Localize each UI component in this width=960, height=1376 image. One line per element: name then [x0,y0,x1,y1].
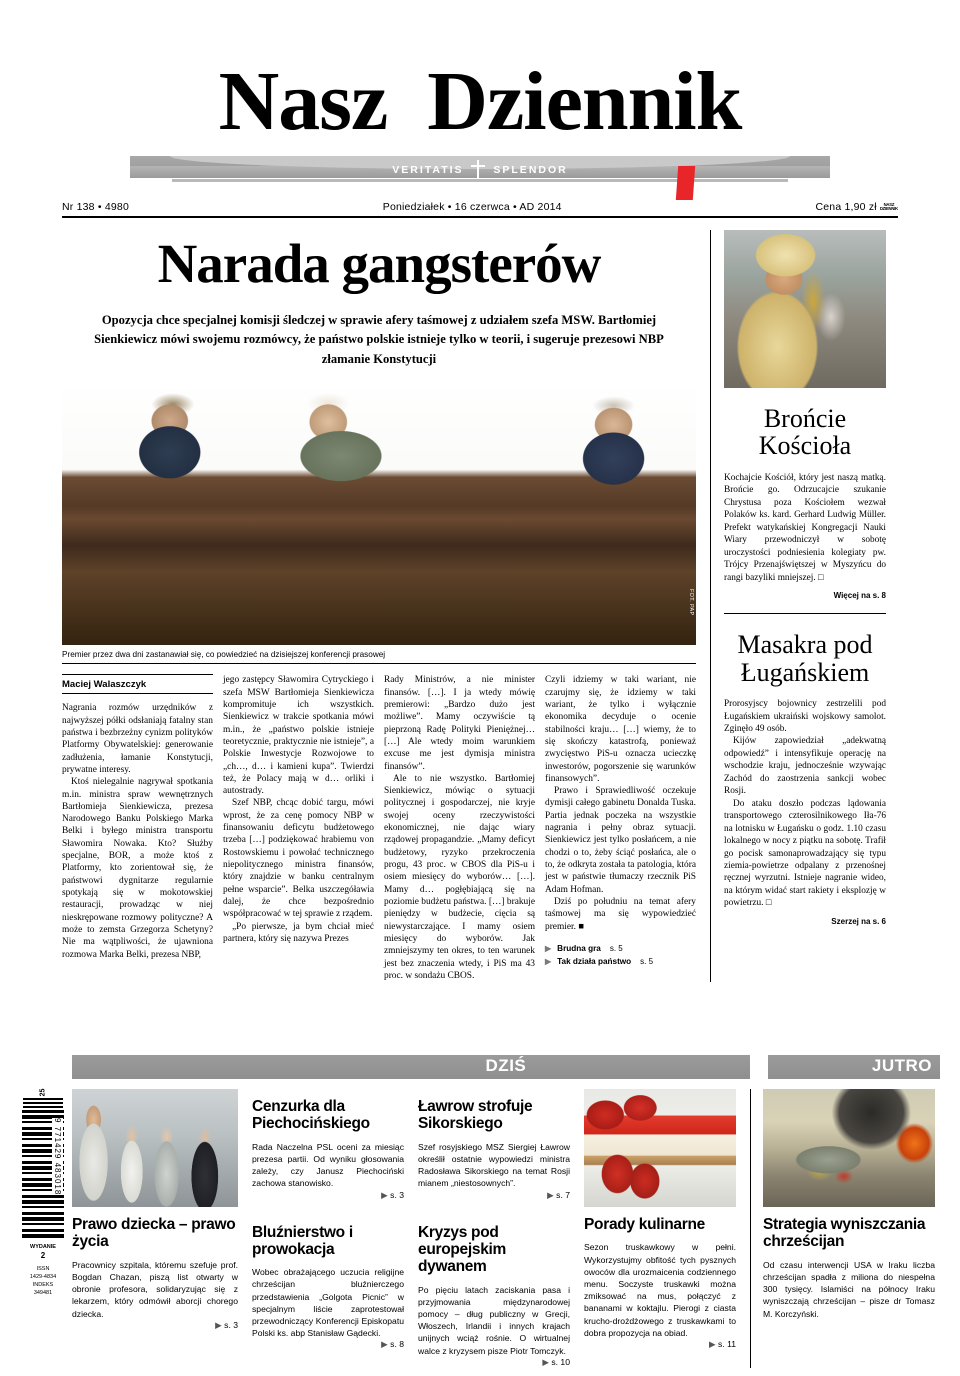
issue-number: Nr 138 • 4980 [62,200,129,213]
triangle-right-icon: ▶ [547,1189,554,1200]
tile-headline-2[interactable]: Kryzys pod europejskim dywanem [418,1223,507,1276]
triangle-right-icon: ▶ [381,1189,388,1200]
price-badge-line1: NASZ [883,201,895,207]
tile-body-2 [252,1266,404,1339]
paragraph: Czyli idziemy w taki wariant, nie czarujmy się, że idziemy w taki wariant, że tylko i wyłącznie ekonomika decyduje o ocenie stabilności kraju… […] wiemy, że to się skończy katastrofą, ponieważ zwycięstwo PiS-u oznacza ucieczkę inwestorów, pogorszenie się warunków finansowych”. [545,675,696,784]
barcode-icon [22,1110,64,1238]
issn-block [30,1266,56,1298]
tile-body [763,1259,935,1320]
tile-cenzurka[interactable] [252,1089,418,1368]
tile-strategia[interactable] [763,1089,935,1368]
hospital-staff-photo [72,1089,238,1207]
tile-photo [584,1089,736,1207]
tile-body-text: Od czasu interwencji USA w Iraku liczba chrześcijan spadła z miliona do niespełna 300 tysięcy. Islamiści na północy Iraku wyniszczają chrześcijan – pisze dr Tomasz M. Korczyński. [763,1259,935,1319]
paragraph: Dziś po południu na temat afery taśmowej ma się wypowiedzieć premier. ■ [545,896,696,932]
bishop-procession-photo [724,230,886,388]
tile-body-2 [418,1284,570,1357]
motto-right: SPLENDOR [493,163,568,176]
tile-headline[interactable]: Porady kulinarne [584,1216,705,1233]
tile-jump-link[interactable] [215,1320,238,1331]
sidebar-item-body: Kochajcie Kościół, który jest naszą matką. Brońcie go. Odrzucajcie szukanie Chrystusa poza Kościołem wezwał Polaków ks. kard. Gerhard Ludwig Müller. Prefekt watykańskiej Kongregacji Nauki Wiary przewodniczył w sobotę uroczystości podniesienia kolegiaty pw. Trójcy Przenajświętszej w Myszyńcu do rangi bazyliki mniejszej. □ [724,472,886,583]
tile-headline[interactable]: Prawo dziecka – prawo życia [72,1216,236,1251]
triangle-right-icon: ▶ [709,1338,716,1349]
sidebar-item-bronce-kosciola-title[interactable]: Brońcie Kościoła [758,403,852,461]
tile-prawo-dziecka[interactable] [72,1089,252,1368]
lead-photo-caption: Premier przez dwa dni zastanawiał się, co powiedzieć na dzisiejszej konferencji prasowej [62,650,696,664]
tile-jump-page: s. 3 [390,1189,404,1200]
sidebar-photo [724,230,886,388]
triangle-right-icon: ▶ [381,1339,388,1350]
tile-porady-kulinarne[interactable] [584,1089,750,1368]
paragraph: Szef NBP, chcąc dobić targu, mówi wprost, że za cenę pomocy NBP w finansowaniu deficytu budżetowego trzeba […] podziękować hrabiemu von Rostowskiemu i powołać technicznego niepolitycznego ministra finansów, który znajdzie w banku centralnym pełne wsparcie”. Belka uszczegóławia dalej, że chce bezpośrednio współpracować w tej sprawie z rządem. [223,798,374,920]
paragraph: „Po pierwsze, ja bym chciał mieć partnera, który się nazywa Prezes [223,921,374,944]
tile-jump-link-2[interactable] [542,1357,570,1368]
sidebar-column [710,230,886,982]
tile-body-text-2: Wobec obrażającego uczucia religijne chrześcijan bluźnierczego przedstawienia „Golgota Picnic” w specjalnym liście zaprotestował przewodniczący Konferencji Episkopatu Polski ks. abp Stanisław Gądecki. [252,1267,404,1339]
triangle-right-icon: ▶ [545,943,552,953]
paragraph: Nagrania rozmów urzędników z najwyższej półki odsłaniają fatalny stan państwa i bezbrzeżny cynizm polityków Platformy Obywatelskiej: generowanie zadłużenia, łamanie Konstytucji, prywatne interesy. [62,703,213,775]
price-badge-line2: DZIENNIK [879,206,898,212]
masthead [0,0,960,182]
issue-date: Poniedziałek • 16 czerwca • AD 2014 [382,200,562,213]
newspaper-logo [218,55,742,148]
price-badge [880,203,898,213]
tile-jump-link-2[interactable] [381,1339,404,1350]
tile-lawrow[interactable] [418,1089,584,1368]
section-bars [20,1055,940,1079]
tile-headline[interactable]: Ławrow strofuje Sikorskiego [418,1098,533,1133]
logo-word-dziennik: Dziennik [427,55,742,148]
tile-photo [763,1089,935,1207]
tile-body-text: Sezon truskawkowy w pełni. Wykorzystujmy obfitość tych pysznych owoców dla urozmaicenia codziennego menu. Soczyste truskawki można zmiksować na mus, połączyć z bananami w koktajlu. Pierogi z ciasta krucho-drożdżowego z truskawkami to dobra propozycja na obiad. [584,1242,736,1338]
tile-jump-link[interactable] [381,1190,404,1201]
section-label-jutro: JUTRO [871,1056,932,1075]
tile-jump-link[interactable] [709,1339,736,1350]
sidebar-more-link-1[interactable]: Więcej na s. 8 [833,590,886,600]
sidebar-item-body: Prorosyjscy bojownicy zestrzelili pod Ługańskiem ukraiński wojskowy samolot. Zginęło 49 osób. [724,699,886,734]
tile-body [584,1241,736,1339]
issn-value: 1429-4834 [29,1274,57,1281]
byline: Maciej Walaszczyk [62,674,213,694]
paragraph: jego zastępcy Sławomira Cytryckiego i szefa MSW Bartłomieja Sienkiewicza kompromituje ich wszystkich. Sienkiewicz w trakcie spotkania mówi m.in., że „państwo polskie istnieje teoretycznie, praktycznie nie istnieje”, a Polskie Inwestycje Rozwojowe to „ch…, d… i kamieni kupa”. Twierdzi też, że Polacy mają w d… orliki i autostrady. [223,675,374,797]
lead-photo [62,383,696,645]
motto-banner [130,156,830,182]
triangle-right-icon: ▶ [542,1356,549,1367]
index-label: INDEKS [32,1282,54,1289]
motto-underline [172,179,788,182]
logo-word-nasz: Nasz [218,55,388,148]
tile-photo [72,1089,238,1207]
tile-body [252,1141,404,1190]
tile-jump-page-2: s. 10 [551,1356,570,1367]
related-link-1[interactable] [545,944,696,953]
photo-credit: FOT. PAP [688,588,694,616]
paragraph: Rady Ministrów, a nie minister finansów. […]. I ja wtedy mówię premierowi: „Bardzo dużo jest możliwe”. Mamy oczywiście tą pieprzoną Radę Polityki Pieniężnej… […] Ale wtedy moim warunkiem excuse me jest dymisja ministra finansów”. [384,675,535,772]
related-links [545,944,696,966]
barcode-digits: 9 771429 483018 [53,1118,62,1196]
sidebar-item-body: Do ataku doszło podczas lądowania transportowego czterosilnikowego Iła-76 na lotnisku w Ługańsku o godz. 1.10 czasu lokalnego w nocy z piątku na sobotę. Trafił go pocisk samonaprowadzający się typu ziemia-powietrze odpalany z przenośnej ręcznej wyrzutni. Istnieje nagranie wideo, na którym widać start rakiety i eksplozję w powietrzu. □ [724,798,886,909]
paragraph: Ktoś nielegalnie nagrywał spotkania m.in. ministra spraw wewnętrznych Bartłomieja Sienkiewicza, prezesa Narodowego Banku Polskiego Marka Belki i byłego ministra transportu Sławomira Nowaka. Kto? Służby specjalne, BOR, a może ktoś z Platformy, kto zorientował się, że państwowi dygnitarze regularnie spotykają się w mokotowskiej restauracji, prowadząc w niej nieskrępowane rozmowy polityczne? A może to zemsta Grzegorza Schetyny? Nie ma wątpliwości, że ujawniona rozmowa Marka Belki, prezesa NBP, [62,777,213,960]
edition-number: 2 [40,1251,46,1261]
sidebar-more-link-2[interactable]: Szerzej na s. 6 [831,916,886,926]
lead-deck: Opozycja chce specjalnej komisji śledczej w sprawie afery taśmowej z udziałem szefa MSW. Bartłomiej Sienkiewicz mówi swojemu rozmówcy, że państwo polskie istnieje tylko w teorii, i sugeruje prezesowi NBP złamanie Konstytucji [94,312,664,366]
tile-jump-page: s. 3 [224,1319,238,1330]
issn-label: ISSN [36,1266,50,1273]
article-column-1 [62,674,213,982]
paragraph: Ale to nie wszystko. Bartłomiej Sienkiewicz, mówiąc o sytuacji politycznej i gospodarczej, nie kryje swojej oceny rzeczywistości ekonomicznej, nie dając wiary rządowej propagandzie. „Mamy deficyt budżetowy, ryzyko przekroczenia progu, 43 proc. w CBOS dla PiS-u i osiem miesięcy do wyborów… […]. Mamy d… pogłębiającą się na poziomie budżetu państwa. […] brakuje pieniędzy w budżecie, cięcia są niewystarczające. I mamy osiem miesięcy do wyborów. Jak zmniejszymy ten okres, to ten warunek jest bez znaczenia wtedy, i PiS ma 43 proc. w sondażu CBOS. [384,773,535,981]
strawberry-cake-photo [584,1089,736,1207]
section-bar-dzis [72,1055,750,1079]
vertical-divider [750,1089,751,1368]
cross-icon [477,160,479,178]
triangle-right-icon: ▶ [545,956,552,966]
triangle-right-icon: ▶ [215,1319,222,1330]
tile-body-text: Pracownicy szpitala, któremu szefuje prof. Bogdan Chazan, piszą list otwarty w obronie profesora, solidaryzując się z lekarzem, który odmówił aborcji chorego dziecka. [72,1259,238,1319]
article-column-3 [384,674,535,982]
section-label-dzis: DZIŚ [485,1056,527,1075]
bottom-tiles-row [20,1089,940,1368]
motto-left: VERITATIS [392,163,464,176]
tile-headline[interactable]: Strategia wyniszczania chrześcijan [763,1216,926,1251]
tile-jump-link[interactable] [547,1190,570,1201]
related-link-page: s. 5 [609,943,623,953]
lead-story-column [62,230,710,982]
barcode-week-number: 25 [39,1088,47,1097]
sidebar-item-masakra-title[interactable]: Masakra pod Ługańskiem [737,629,873,687]
tile-jump-page: s. 11 [718,1338,736,1349]
tile-jump-page-2: s. 8 [390,1339,404,1350]
article-columns [62,674,696,982]
issue-info-bar [62,201,898,218]
iraq-explosion-photo [763,1089,935,1207]
tile-body-text: Rada Naczelna PSL oceni za miesiąc prezesa partii. Od wyniku głosowania zależy, czy Janusz Piechociński zachowa stanowisko. [252,1141,404,1189]
article-column-2 [223,674,374,982]
paragraph: Prawo i Sprawiedliwość oczekuje dymisji całego gabinetu Donalda Tuska. Partia jednak poczeka na wszystkie nagrania i pełny obraz sytuacji. Sienkiewicz jest tylko posłańcem, a nie chodzi o to, żeby ściąć posłańca, ale o to, że odkryta została ta patologia, która jest w państwie tłumaczy rzecznik PiS Adam Hofman. [545,786,696,895]
issue-price-block [815,201,898,213]
sidebar-divider [724,613,886,614]
main-content [62,218,898,982]
tile-body-text-2: Po pięciu latach zaciskania pasa i przyjmowania międzynarodowej pomocy – dług publiczny w Grecji, Włoszech, Irlandii i innych krajach unijnych wciąż rośnie. O wirtualnej walce z kryzysem pisze Piotr Tomczyk. [418,1284,570,1356]
section-bar-jutro [768,1055,940,1079]
related-link-page: s. 5 [640,956,654,966]
article-column-4 [545,674,696,982]
tile-body-text: Szef rosyjskiego MSZ Siergiej Ławrow określił ostatnie wypowiedzi ministra Radosława Sikorskiego na temat Rosji mianem „niestosownych”. [418,1141,570,1189]
barcode-block [20,1089,72,1368]
issue-price: Cena 1,90 zł [815,200,877,213]
related-link-label: Tak działa państwo [557,956,632,966]
sidebar-item-body: Kijów zapowiedział „adekwatną odpowiedź” i intensyfikuje operację na wschodzie kraju, jednocześnie wzywając Zachód do zaostrzenia sankcji wobec Rosji. [724,736,886,797]
page-title: Narada gangsterów [157,232,601,294]
tile-headline[interactable]: Cenzurka dla Piechocińskiego [252,1098,370,1133]
sejm-politicians-photo [62,383,696,645]
tile-headline-2[interactable]: Bluźnierstwo i prowokacja [252,1223,353,1258]
tile-body [418,1141,570,1190]
bottom-section [0,1055,960,1368]
edition-label: WYDANIE [30,1244,56,1250]
tile-jump-page: s. 7 [556,1189,570,1200]
tile-body [72,1259,238,1320]
red-flag-mark [675,166,694,200]
related-link-label: Brudna gra [557,943,601,953]
related-link-2[interactable] [545,957,696,966]
index-value: 349481 [33,1290,53,1297]
motto-text [130,160,830,178]
